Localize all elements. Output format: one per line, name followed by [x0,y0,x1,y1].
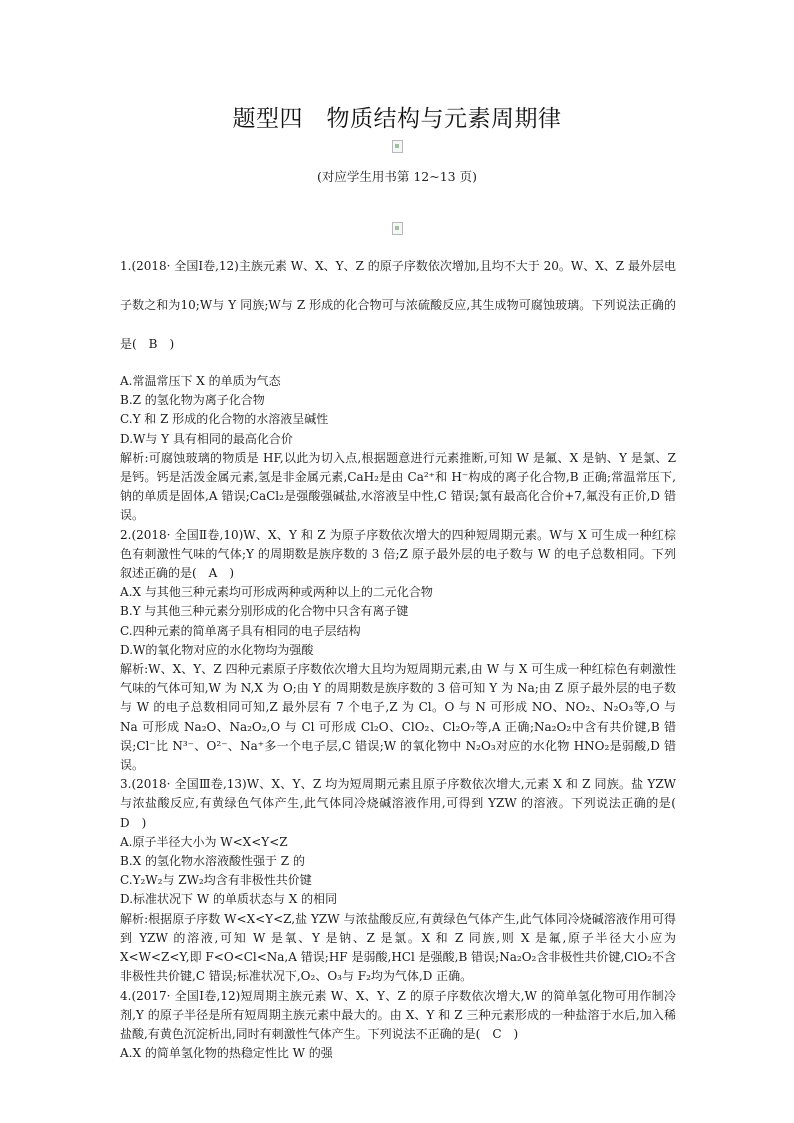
broken-image-icon [392,140,403,153]
question-4-stem: 4.(2017· 全国Ⅰ卷,12)短周期主族元素 W、X、Y、Z 的原子序数依次增大,W 的简单氢化物可用作制冷剂,Y 的原子半径是所有短周期主族元素中最大的。由 X、Y 和 Z 三种元素形成的一种盐溶于水后,加入稀盐酸,有黄色沉淀析出,同时有刺激性气体产生。下列说法不正确的是( C ) [120,988,676,1041]
option-line: A.原子半径大小为 W<X<Y<Z [120,834,288,849]
option-line: A.X 与其他三种元素均可形成两种或两种以上的二元化合物 [120,585,433,600]
option-line: D.W的氧化物对应的水化物均为强酸 [120,642,314,657]
broken-image-icon [392,222,403,235]
analysis-paragraph: 解析:可腐蚀玻璃的物质是 HF,以此为切入点,根据题意进行元素推断,可知 W 是氟、X 是钠、Y 是氯、Z 是钙。钙是活泼金属元素,氢是非金属元素,CaH₂是由 Ca²⁺和 H⁻构成的离子化合物,B 正确;常温常压下,钠的单质是固体,A 错误;CaCl₂是强酸强碱盐,水溶液呈中性,C 错误;氯有最高化合价+7,氟没有正价,D 错误。 [120,450,676,523]
option-line: C.四种元素的简单离子具有相同的电子层结构 [120,623,361,638]
question-content [120,247,689,1063]
option-line: D.标准状况下 W 的单质状态与 X 的相同 [120,892,338,907]
option-line: A.常温常压下 X 的单质为气态 [120,374,281,388]
page-subtitle: (对应学生用书第 12~13 页) [317,169,477,184]
option-line: A.X 的简单氢化物的热稳定性比 W 的强 [120,1046,333,1061]
option-line: C.Y₂W₂与 ZW₂均含有非极性共价键 [120,873,312,888]
analysis-paragraph: 解析:W、X、Y、Z 四种元素原子序数依次增大且均为短周期元素,由 W 与 X 可生成一种红棕色有刺激性气味的气体可知,W 为 N,X 为 O;由 Y 的周期数是族序数的 3 倍可知 Y 为 Na;由 Z 原子最外层的电子数与 W 的电子总数相同可知,Z 最外层有 7 个电子,Z 为 Cl。O 与 N 可形成 NO、NO₂、N₂O₃等,O 与 Na 可形成 Na₂O、Na₂O₂,O 与 Cl 可形成 Cl₂O、ClO₂、Cl₂O₇等,A 正确;Na₂O₂中含有共价键,B 错误;Cl⁻比 N³⁻、O²⁻、Na⁺多一个电子层,C 错误;W 的氧化物中 N₂O₃对应的水化物 HNO₂是弱酸,D 错误。 [120,662,676,773]
page-title: 题型四 物质结构与元素周期律 [232,106,562,132]
question-3-stem: 3.(2018· 全国Ⅲ卷,13)W、X、Y、Z 均为短周期元素且原子序数依次增大,元素 X 和 Z 同族。盐 YZW 与浓盐酸反应,有黄绿色气体产生,此气体同冷烧碱溶液作用,可得到 YZW 的溶液。下列说法正确的是( D ) [120,777,689,830]
option-line: C.Y 和 Z 形成的化合物的水溶液呈碱性 [120,412,329,427]
option-line: D.W与 Y 具有相同的最高化合价 [120,431,293,446]
analysis-paragraph: 解析:根据原子序数 W<X<Y<Z,盐 YZW 与浓盐酸反应,有黄绿色气体产生,此气体同冷烧碱溶液作用可得到 YZW 的溶液,可知 W 是氧、Y 是钠、Z 是氯。X 和 Z 同族,则 X 是氟,原子半径大小应为 X<W<Z<Y,即 F<O<Cl<Na,A 错误;HF 是弱酸,HCl 是强酸,B 错误;Na₂O₂含非极性共价键,ClO₂不含非极性共价键,C 错误;标准状况下,O₂、O₃与 F₂均为气体,D 正确。 [120,911,676,984]
option-line: B.Y 与其他三种元素分别形成的化合物中只含有离子键 [120,604,409,619]
question-1-stem: 1.(2018· 全国Ⅰ卷,12)主族元素 W、X、Y、Z 的原子序数依次增加,且均不大于 20。W、X、Z 最外层电子数之和为10;W与 Y 同族;W与 Z 形成的化合物可与浓硫酸反应,其生成物可腐蚀玻璃。下列说法正确的是( B ) [120,259,676,351]
option-line: B.X 的氢化物水溶液酸性强于 Z 的 [120,854,305,869]
question-2-stem: 2.(2018· 全国Ⅱ卷,10)W、X、Y 和 Z 为原子序数依次增大的四种短周期元素。W与 X 可生成一种红棕色有刺激性气味的气体;Y 的周期数是族序数的 3 倍;Z 原子最外层的电子数与 W 的电子总数相同。下列叙述正确的是( A ) [120,527,676,581]
option-line: B.Z 的氢化物为离子化合物 [120,393,265,408]
